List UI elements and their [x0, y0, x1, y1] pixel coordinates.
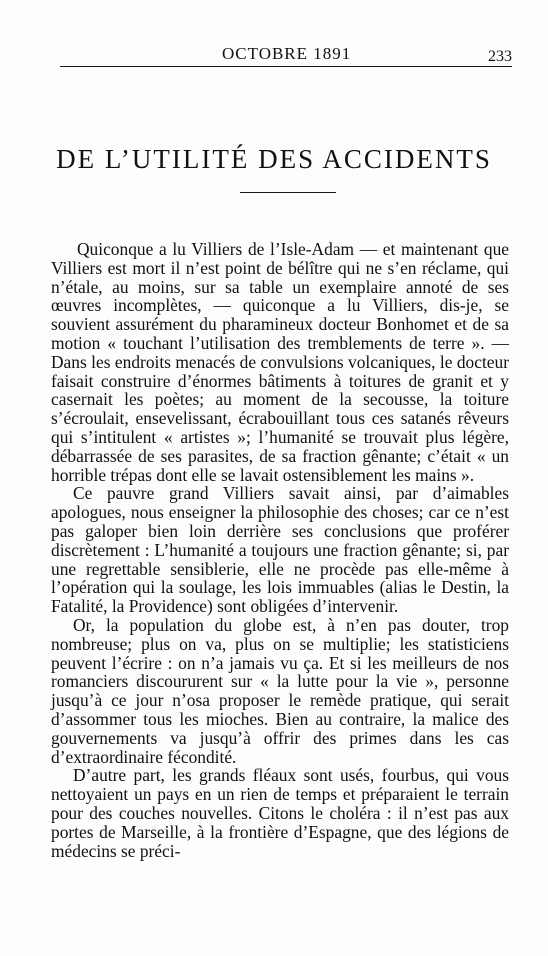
article-body: [51, 240, 509, 860]
paragraph-3: Or, la population du globe est, à n’en pas douter, trop nombreuse; plus on va, plus on se multiplie; les statisticiens peuvent l’écrire : on n’a jamais vu ça. Et si les meilleurs de nos romanciers discoururent sur « la lutte pour la vie », personne jusqu’à ce jour n’osa proposer le remède pratique, qui serait d’assommer tous les mioches. Bien au contraire, la malice des gouvernements va jusqu’à offrir des primes dans les cas d’extraordinaire fécondité.: [51, 614, 509, 767]
page-number: 233: [488, 48, 512, 65]
running-head: [0, 44, 548, 68]
article-title: DE L’UTILITÉ DES ACCIDENTS: [56, 144, 492, 174]
paragraph-4: D’autre part, les grands fléaux sont usés, fourbus, qui vous nettoyaient un pays en un rien de temps et préparaient le terrain pour des couches nouvelles. Citons le choléra : il n’est pas aux portes de Marseille, à la frontière d’Espagne, que des légions de médecins se préci-: [51, 765, 509, 861]
running-head-month: OCTOBRE 1891: [222, 44, 352, 63]
header-rule: [60, 66, 512, 67]
paragraph-1: Quiconque a lu Villiers de l’Isle-Adam — et maintenant que Villiers est mort il n’est point de bélître qui ne s’en réclame, qui n’étale, au moins, sur sa table un exemplaire annoté de ses œuvres incomplètes, — quiconque a lu Villiers, dis-je, se souvient assurément du pharamineux docteur Bonhomet et de sa motion « touchant l’utilisation des tremblements de terre ». — Dans les endroits menacés de convulsions volcaniques, le docteur faisait construire d’énormes bâtiments à toitures de granit et y casernait les poètes; au moment de la secousse, la toiture s’écroulait, ensevelissant, écrabouillant tous ces satanés rêveurs qui s’intitulent « artistes »; l’humanité se trouvait plus légère, débarrassée de ses parasites, de sa fraction gênante; c’était « un horrible trépas dont elle se lavait ostensiblement les mains ».: [51, 239, 509, 485]
title-rule: [240, 192, 336, 193]
paragraph-2: Ce pauvre grand Villiers savait ainsi, par d’aimables apologues, nous enseigner la philosophie des choses; car ce n’est pas galoper bien loin derrière ses conclusions que proférer discrètement : L’humanité a toujours une fraction gênante; si, par une regrettable sensiblerie, elle ne procède pas elle-même à l’opération qui la soulage, les lois immuables (alias le Destin, la Fatalité, la Providence) sont obligées d’intervenir.: [51, 483, 509, 617]
